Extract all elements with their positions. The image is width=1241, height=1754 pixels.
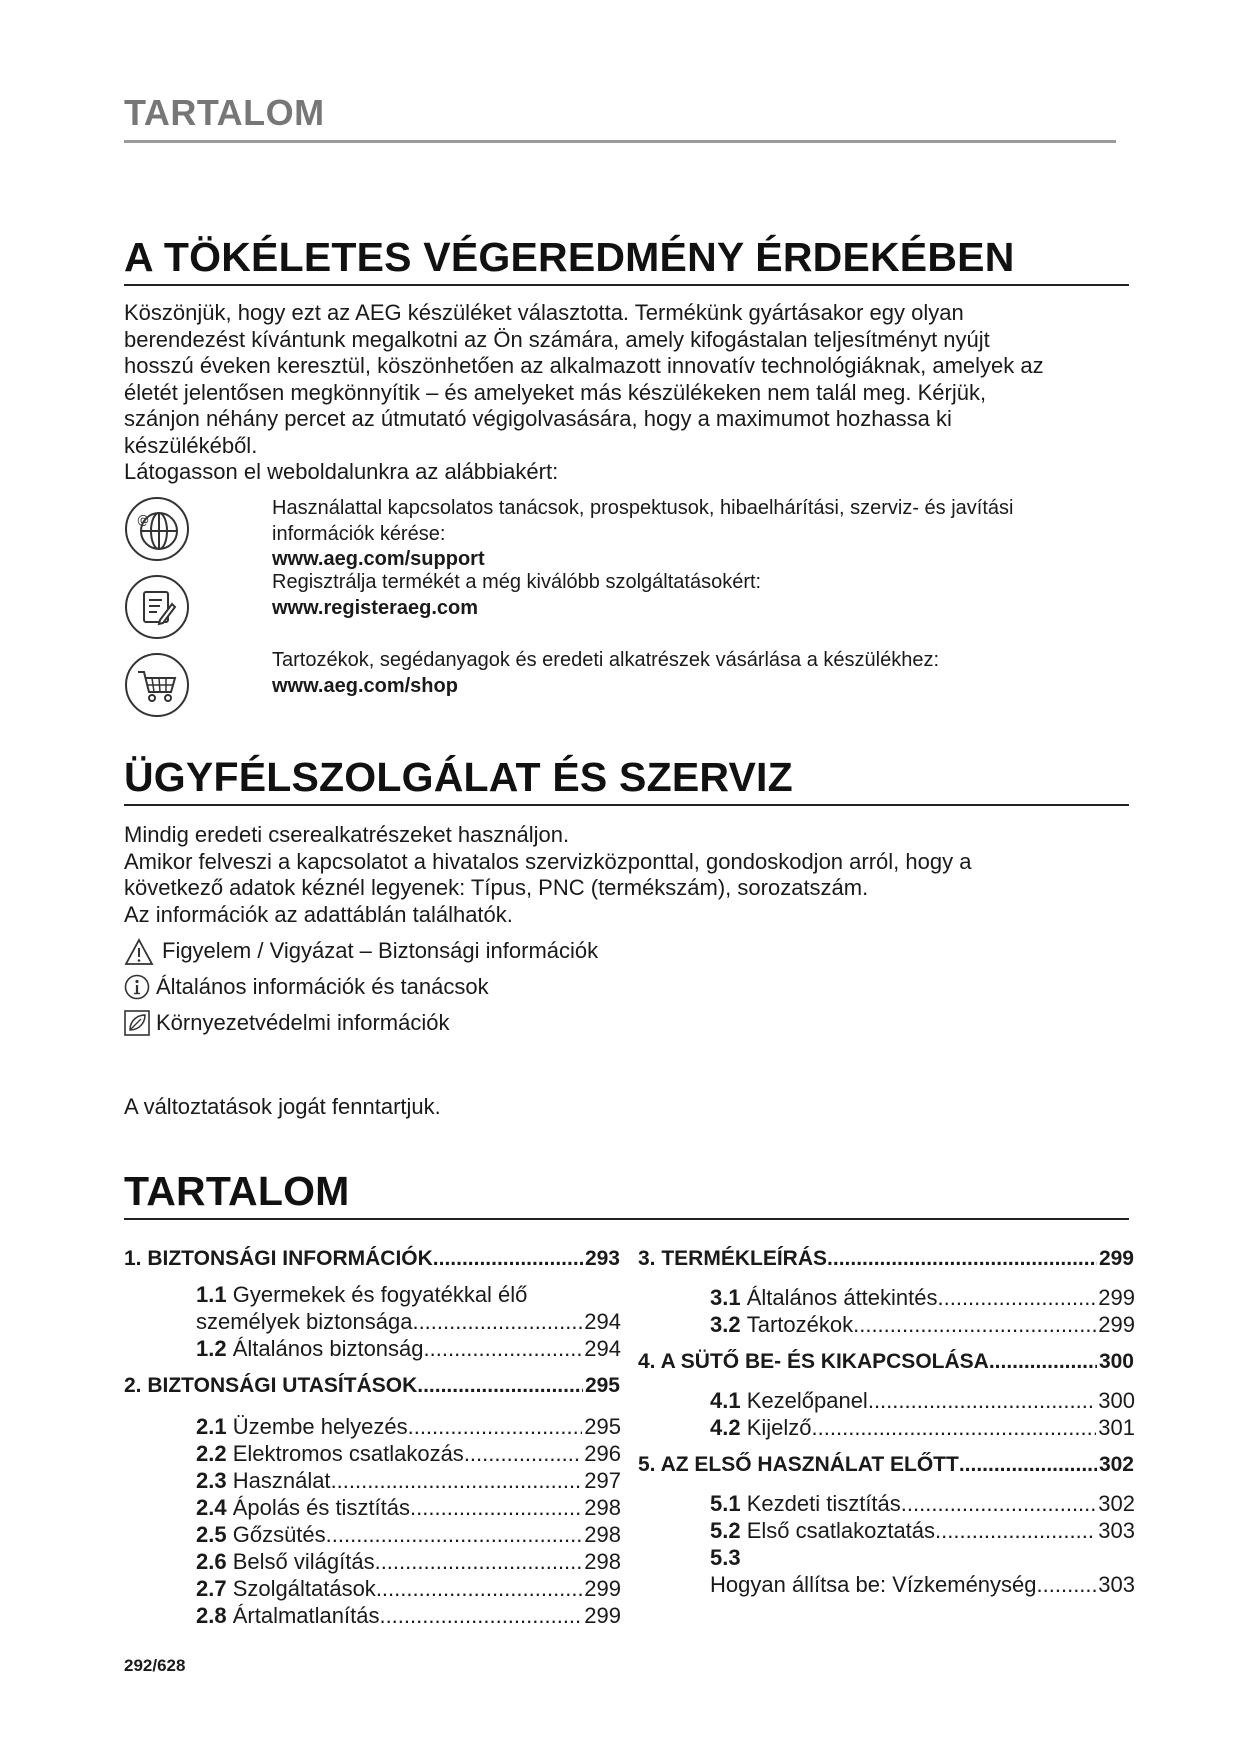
service-line: következő adatok kéznél legyenek: Típus, PNC (termékszám), sorozatszám. bbox=[124, 875, 869, 900]
toc-entry[interactable] bbox=[638, 1350, 1134, 1374]
toc-number: 2.3 bbox=[196, 1468, 227, 1493]
toc-page: 301 bbox=[1098, 1415, 1135, 1440]
globe-icon bbox=[124, 496, 190, 562]
toc-entry[interactable] bbox=[710, 1491, 1135, 1517]
toc-leader bbox=[376, 1576, 582, 1602]
service-line: Amikor felveszi a kapcsolatot a hivatalos szervizközponttal, gondoskodjon arról, hogy a bbox=[124, 848, 972, 874]
toc-page: 297 bbox=[584, 1468, 621, 1493]
toc-leader bbox=[959, 1453, 1097, 1477]
toc-leader bbox=[935, 1518, 1096, 1544]
toc-leader bbox=[433, 1247, 583, 1271]
toc-page: 299 bbox=[584, 1603, 621, 1628]
toc-leader bbox=[938, 1285, 1097, 1311]
shop-description: Tartozékok, segédanyagok és eredeti alkatrészek vásárlása a készülékhez: bbox=[272, 649, 940, 671]
toc-entry[interactable] bbox=[638, 1453, 1134, 1477]
changes-reserved-note: A változtatások jogát fenntartjuk. bbox=[124, 1094, 441, 1119]
toc-leader bbox=[464, 1441, 582, 1467]
toc-label: Tartozékok bbox=[746, 1312, 854, 1337]
toc-entry[interactable] bbox=[196, 1576, 621, 1602]
toc-entry[interactable] bbox=[638, 1247, 1134, 1271]
intro-line: Köszönjük, hogy ezt az AEG készüléket választotta. Termékünk gyártásakor egy olyan bbox=[124, 300, 964, 325]
toc-leader bbox=[326, 1522, 583, 1548]
toc-entry[interactable] bbox=[196, 1441, 621, 1467]
toc-label: Szolgáltatások bbox=[232, 1576, 376, 1601]
page-number: 292/628 bbox=[124, 1656, 186, 1675]
intro-line: berendezést kívántunk megalkotni az Ön számára, amely kifogástalan teljesítményt nyújt bbox=[124, 326, 990, 352]
intro-line: életét jelentősen megkönnyítik – és amelyeket más készülékeken nem talál meg. Kérjük, bbox=[124, 379, 987, 405]
toc-label: Üzembe helyezés bbox=[232, 1414, 408, 1439]
toc-title: TARTALOM bbox=[124, 1168, 350, 1214]
toc-entry[interactable] bbox=[124, 1247, 620, 1271]
toc-leader bbox=[375, 1549, 583, 1575]
toc-page: 299 bbox=[1098, 1247, 1134, 1270]
shop-link-block bbox=[272, 648, 1122, 699]
toc-page: 299 bbox=[584, 1576, 621, 1601]
legend-text: Környezetvédelmi információk bbox=[156, 1010, 450, 1035]
toc-leader bbox=[989, 1350, 1097, 1374]
toc-label: Elektromos csatlakozás bbox=[232, 1441, 464, 1466]
toc-page: 294 bbox=[584, 1336, 621, 1361]
toc-label: 3. TERMÉKLEÍRÁS bbox=[638, 1247, 828, 1270]
toc-label: Kezdeti tisztítás bbox=[746, 1491, 901, 1516]
toc-entry[interactable] bbox=[196, 1414, 621, 1440]
toc-number: 2.1 bbox=[196, 1414, 227, 1439]
register-url-link[interactable]: www.registeraeg.com bbox=[272, 596, 478, 619]
support-link-block bbox=[272, 496, 1122, 573]
toc-label: Kijelző bbox=[746, 1415, 812, 1440]
toc-number: 2.4 bbox=[196, 1495, 227, 1520]
toc-entry[interactable] bbox=[124, 1374, 620, 1398]
toc-page: 298 bbox=[584, 1495, 621, 1520]
toc-entry[interactable] bbox=[196, 1495, 621, 1521]
toc-entry[interactable] bbox=[710, 1415, 1135, 1441]
toc-entry[interactable] bbox=[196, 1336, 621, 1362]
toc-entry[interactable] bbox=[196, 1522, 621, 1548]
toc-leader bbox=[417, 1374, 583, 1398]
toc-number: 4.1 bbox=[710, 1388, 741, 1413]
toc-leader bbox=[379, 1603, 582, 1629]
toc-page: 302 bbox=[1098, 1491, 1135, 1516]
toc-label: Ápolás és tisztítás bbox=[232, 1495, 411, 1520]
toc-leader bbox=[812, 1415, 1097, 1441]
toc-leader bbox=[827, 1247, 1097, 1271]
toc-number: 5.3 bbox=[710, 1545, 741, 1570]
toc-leader bbox=[410, 1495, 582, 1521]
toc-number: 2.7 bbox=[196, 1576, 227, 1601]
toc-entry[interactable] bbox=[710, 1285, 1135, 1311]
toc-page: 299 bbox=[1098, 1312, 1135, 1337]
toc-label: Használat bbox=[232, 1468, 331, 1493]
toc-page: 298 bbox=[584, 1522, 621, 1547]
toc-entry[interactable] bbox=[710, 1518, 1135, 1544]
toc-label: Első csatlakoztatás bbox=[746, 1518, 936, 1543]
toc-leader bbox=[424, 1336, 583, 1362]
toc-number: 2.8 bbox=[196, 1603, 227, 1628]
svg-text:@: @ bbox=[137, 513, 149, 527]
info-icon bbox=[124, 974, 150, 1000]
toc-leader bbox=[331, 1468, 583, 1494]
toc-label: Általános biztonság bbox=[232, 1336, 424, 1361]
toc-entry[interactable] bbox=[196, 1549, 621, 1575]
intro-line: Látogasson el weboldalunkra az alábbiakért: bbox=[124, 459, 559, 484]
toc-page: 300 bbox=[1098, 1388, 1135, 1413]
toc-page: 303 bbox=[1098, 1518, 1135, 1543]
toc-page: 296 bbox=[584, 1441, 621, 1466]
toc-number: 5.2 bbox=[710, 1518, 741, 1543]
running-header-title: TARTALOM bbox=[124, 92, 325, 133]
toc-page: 293 bbox=[584, 1247, 620, 1270]
toc-leader bbox=[853, 1312, 1096, 1338]
section-divider bbox=[124, 804, 1129, 806]
toc-entry-continuation[interactable] bbox=[710, 1572, 1135, 1598]
toc-label: Kezelőpanel bbox=[746, 1388, 868, 1413]
toc-page: 302 bbox=[1098, 1453, 1134, 1476]
toc-leader bbox=[868, 1388, 1096, 1414]
toc-label: 4. A SÜTŐ BE- ÉS KIKAPCSOLÁSA bbox=[638, 1350, 989, 1373]
toc-page: 295 bbox=[584, 1374, 620, 1397]
section-title-perfect-results: A TÖKÉLETES VÉGEREDMÉNY ÉRDEKÉBEN bbox=[124, 234, 1015, 280]
toc-entry[interactable] bbox=[710, 1545, 741, 1571]
intro-line: készülékéből. bbox=[124, 432, 258, 458]
support-url-link[interactable]: www.aeg.com/support bbox=[272, 548, 485, 570]
toc-label: 2. BIZTONSÁGI UTASÍTÁSOK bbox=[124, 1374, 418, 1397]
toc-number: 3.1 bbox=[710, 1285, 741, 1310]
register-link-block bbox=[272, 570, 1122, 621]
service-line: Az információk az adattáblán találhatók. bbox=[124, 901, 513, 927]
legend-text: Figyelem / Vigyázat – Biztonsági információk bbox=[162, 938, 599, 963]
intro-paragraph bbox=[124, 300, 1124, 486]
toc-page: 299 bbox=[1098, 1285, 1135, 1310]
warning-icon bbox=[124, 938, 154, 966]
toc-entry[interactable] bbox=[710, 1388, 1135, 1414]
support-description: Használattal kapcsolatos tanácsok, prospektusok, hibaelhárítási, szerviz- és javítási bbox=[272, 497, 1014, 519]
toc-leader bbox=[412, 1309, 582, 1335]
toc-number: 2.5 bbox=[196, 1522, 227, 1547]
environment-leaf-icon bbox=[124, 1010, 150, 1036]
toc-label: Gőzsütés bbox=[232, 1522, 326, 1547]
service-paragraph bbox=[124, 822, 1124, 928]
toc-entry[interactable] bbox=[196, 1468, 621, 1494]
toc-page: 298 bbox=[584, 1549, 621, 1574]
toc-label: 1. BIZTONSÁGI INFORMÁCIÓK bbox=[124, 1247, 433, 1270]
toc-leader bbox=[408, 1414, 583, 1440]
toc-page: 303 bbox=[1098, 1572, 1135, 1597]
toc-number: 1.1 bbox=[196, 1282, 227, 1307]
service-line: Mindig eredeti cserealkatrészeket használjon. bbox=[124, 822, 570, 847]
toc-label: Belső világítás bbox=[232, 1549, 375, 1574]
toc-label: Általános áttekintés bbox=[746, 1285, 938, 1310]
toc-page: 294 bbox=[584, 1309, 621, 1334]
toc-number: 3.2 bbox=[710, 1312, 741, 1337]
toc-label: Hogyan állítsa be: Vízkeménység bbox=[710, 1572, 1037, 1597]
toc-number: 1.2 bbox=[196, 1336, 227, 1361]
legend-text: Általános információk és tanácsok bbox=[156, 974, 489, 999]
toc-leader bbox=[901, 1491, 1096, 1517]
toc-number: 2.6 bbox=[196, 1549, 227, 1574]
toc-entry-continuation[interactable] bbox=[196, 1309, 621, 1335]
section-divider bbox=[124, 284, 1129, 286]
toc-label: Ártalmatlanítás bbox=[232, 1603, 380, 1628]
toc-label: személyek biztonsága bbox=[196, 1309, 413, 1334]
toc-divider bbox=[124, 1218, 1129, 1220]
register-description: Regisztrálja termékét a még kiválóbb szolgáltatásokért: bbox=[272, 571, 762, 593]
toc-entry[interactable] bbox=[710, 1312, 1135, 1338]
toc-leader bbox=[1037, 1572, 1097, 1598]
toc-number: 2.2 bbox=[196, 1441, 227, 1466]
support-description-cont: információk kérése: bbox=[272, 522, 446, 545]
toc-page: 295 bbox=[584, 1414, 621, 1439]
section-title-customer-service: ÜGYFÉLSZOLGÁLAT ÉS SZERVIZ bbox=[124, 754, 793, 800]
intro-line: szánjon néhány percet az útmutató végigolvasására, hogy a maximumot hozhassa ki bbox=[124, 406, 952, 431]
toc-entry[interactable] bbox=[196, 1282, 527, 1308]
shop-url-link[interactable]: www.aeg.com/shop bbox=[272, 674, 458, 697]
shopping-cart-icon bbox=[124, 652, 190, 718]
toc-label: Gyermekek és fogyatékkal élő bbox=[232, 1282, 528, 1307]
header-divider bbox=[124, 140, 1116, 143]
register-icon bbox=[124, 574, 190, 640]
toc-label: 5. AZ ELSŐ HASZNÁLAT ELŐTT bbox=[638, 1453, 959, 1476]
toc-entry[interactable] bbox=[196, 1603, 621, 1629]
toc-number: 5.1 bbox=[710, 1491, 741, 1516]
toc-number: 4.2 bbox=[710, 1415, 741, 1440]
intro-line: hosszú éveken keresztül, köszönhetően az alkalmazott innovatív technológiáknak, amelyek az bbox=[124, 353, 1044, 378]
toc-page: 300 bbox=[1098, 1350, 1134, 1373]
